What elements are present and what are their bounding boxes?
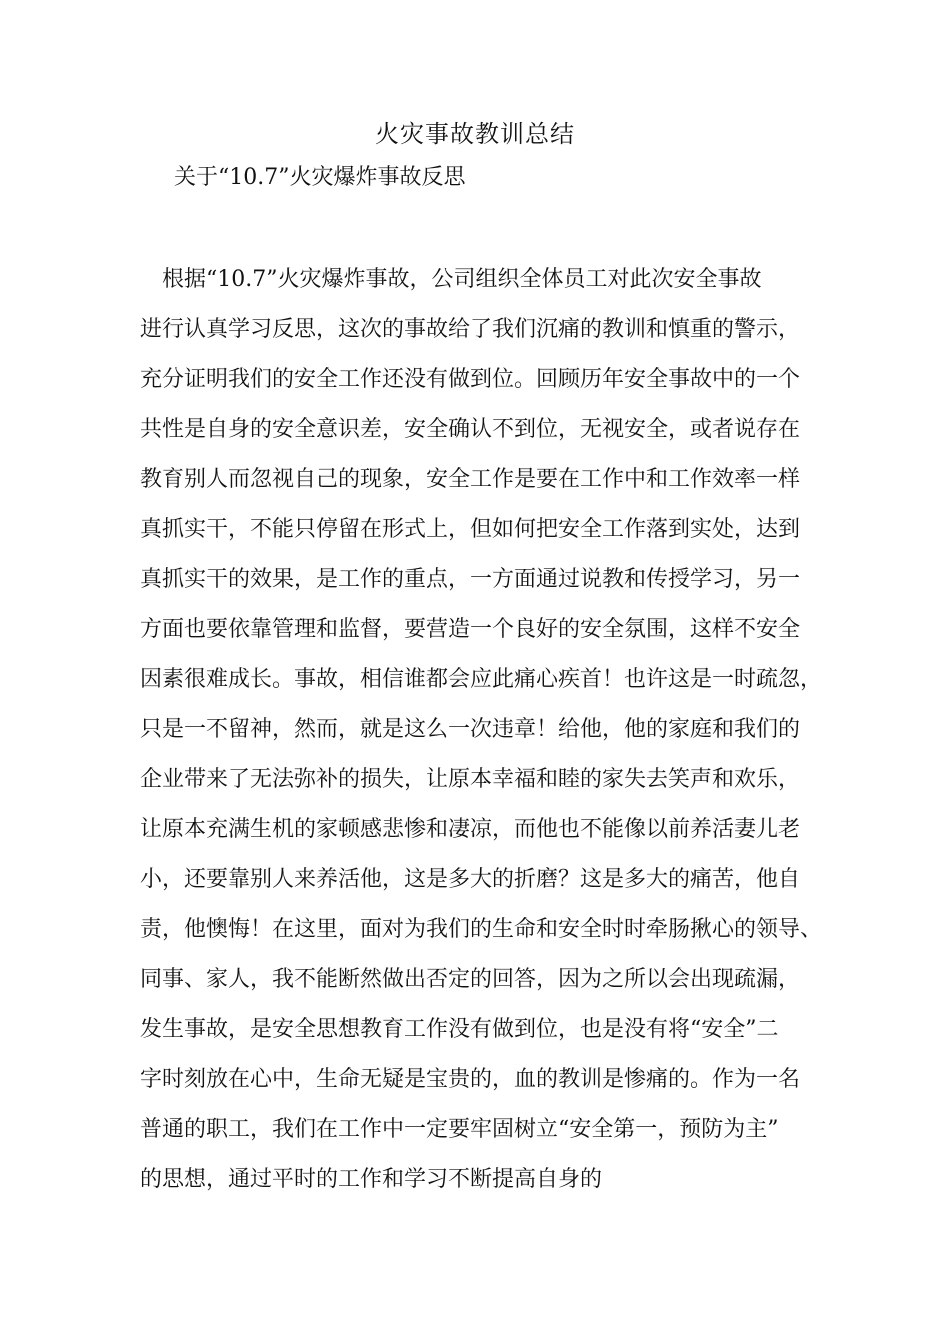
body-line: 发生事故，是安全思想教育工作没有做到位，也是没有将“安全”二 [140,1017,779,1042]
body-line: 共性是自身的安全意识差，安全确认不到位，无视安全，或者说存在 [140,417,801,442]
body-line: 字时刻放在心中，生命无疑是宝贵的，血的教训是惨痛的。作为一名 [140,1067,801,1092]
body-line: 企业带来了无法弥补的损失，让原本幸福和睦的家失去笑声和欢乐， [140,767,801,792]
body-line: 进行认真学习反思，这次的事故给了我们沉痛的教训和慎重的警示， [140,317,801,342]
body-line: 方面也要依靠管理和监督，要营造一个良好的安全氛围，这样不安全 [140,617,801,642]
body-line: 让原本充满生机的家顿感悲惨和凄凉，而他也不能像以前养活妻儿老 [140,817,801,842]
body-line: 根据“10.7”火灾爆炸事故，公司组织全体员工对此次安全事故 [140,267,762,292]
body-line: 因素很难成长。事故，相信谁都会应此痛心疾首！也许这是一时疏忽， [140,667,823,692]
body-line: 真抓实干的效果，是工作的重点，一方面通过说教和传授学习，另一 [140,567,801,592]
document-title: 火灾事故教训总结 [375,120,575,148]
body-line: 责，他懊悔！在这里，面对为我们的生命和安全时时牵肠揪心的领导、 [140,917,823,942]
body-line: 教育别人而忽视自己的现象，安全工作是要在工作中和工作效率一样 [140,467,801,492]
body-line: 普通的职工，我们在工作中一定要牢固树立“安全第一，预防为主” [140,1117,779,1142]
body-line: 的思想，通过平时的工作和学习不断提高自身的 [140,1167,603,1192]
body-line: 同事、家人，我不能断然做出否定的回答，因为之所以会出现疏漏， [140,967,801,992]
document-subtitle: 关于“10.7”火灾爆炸事故反思 [174,165,466,190]
body-line: 只是一不留神，然而，就是这么一次违章！给他，他的家庭和我们的 [140,717,801,742]
body-line: 小，还要靠别人来养活他，这是多大的折磨？这是多大的痛苦，他自 [140,867,801,892]
body-line: 充分证明我们的安全工作还没有做到位。回顾历年安全事故中的一个 [140,367,801,392]
body-line: 真抓实干，不能只停留在形式上，但如何把安全工作落到实处，达到 [140,517,801,542]
